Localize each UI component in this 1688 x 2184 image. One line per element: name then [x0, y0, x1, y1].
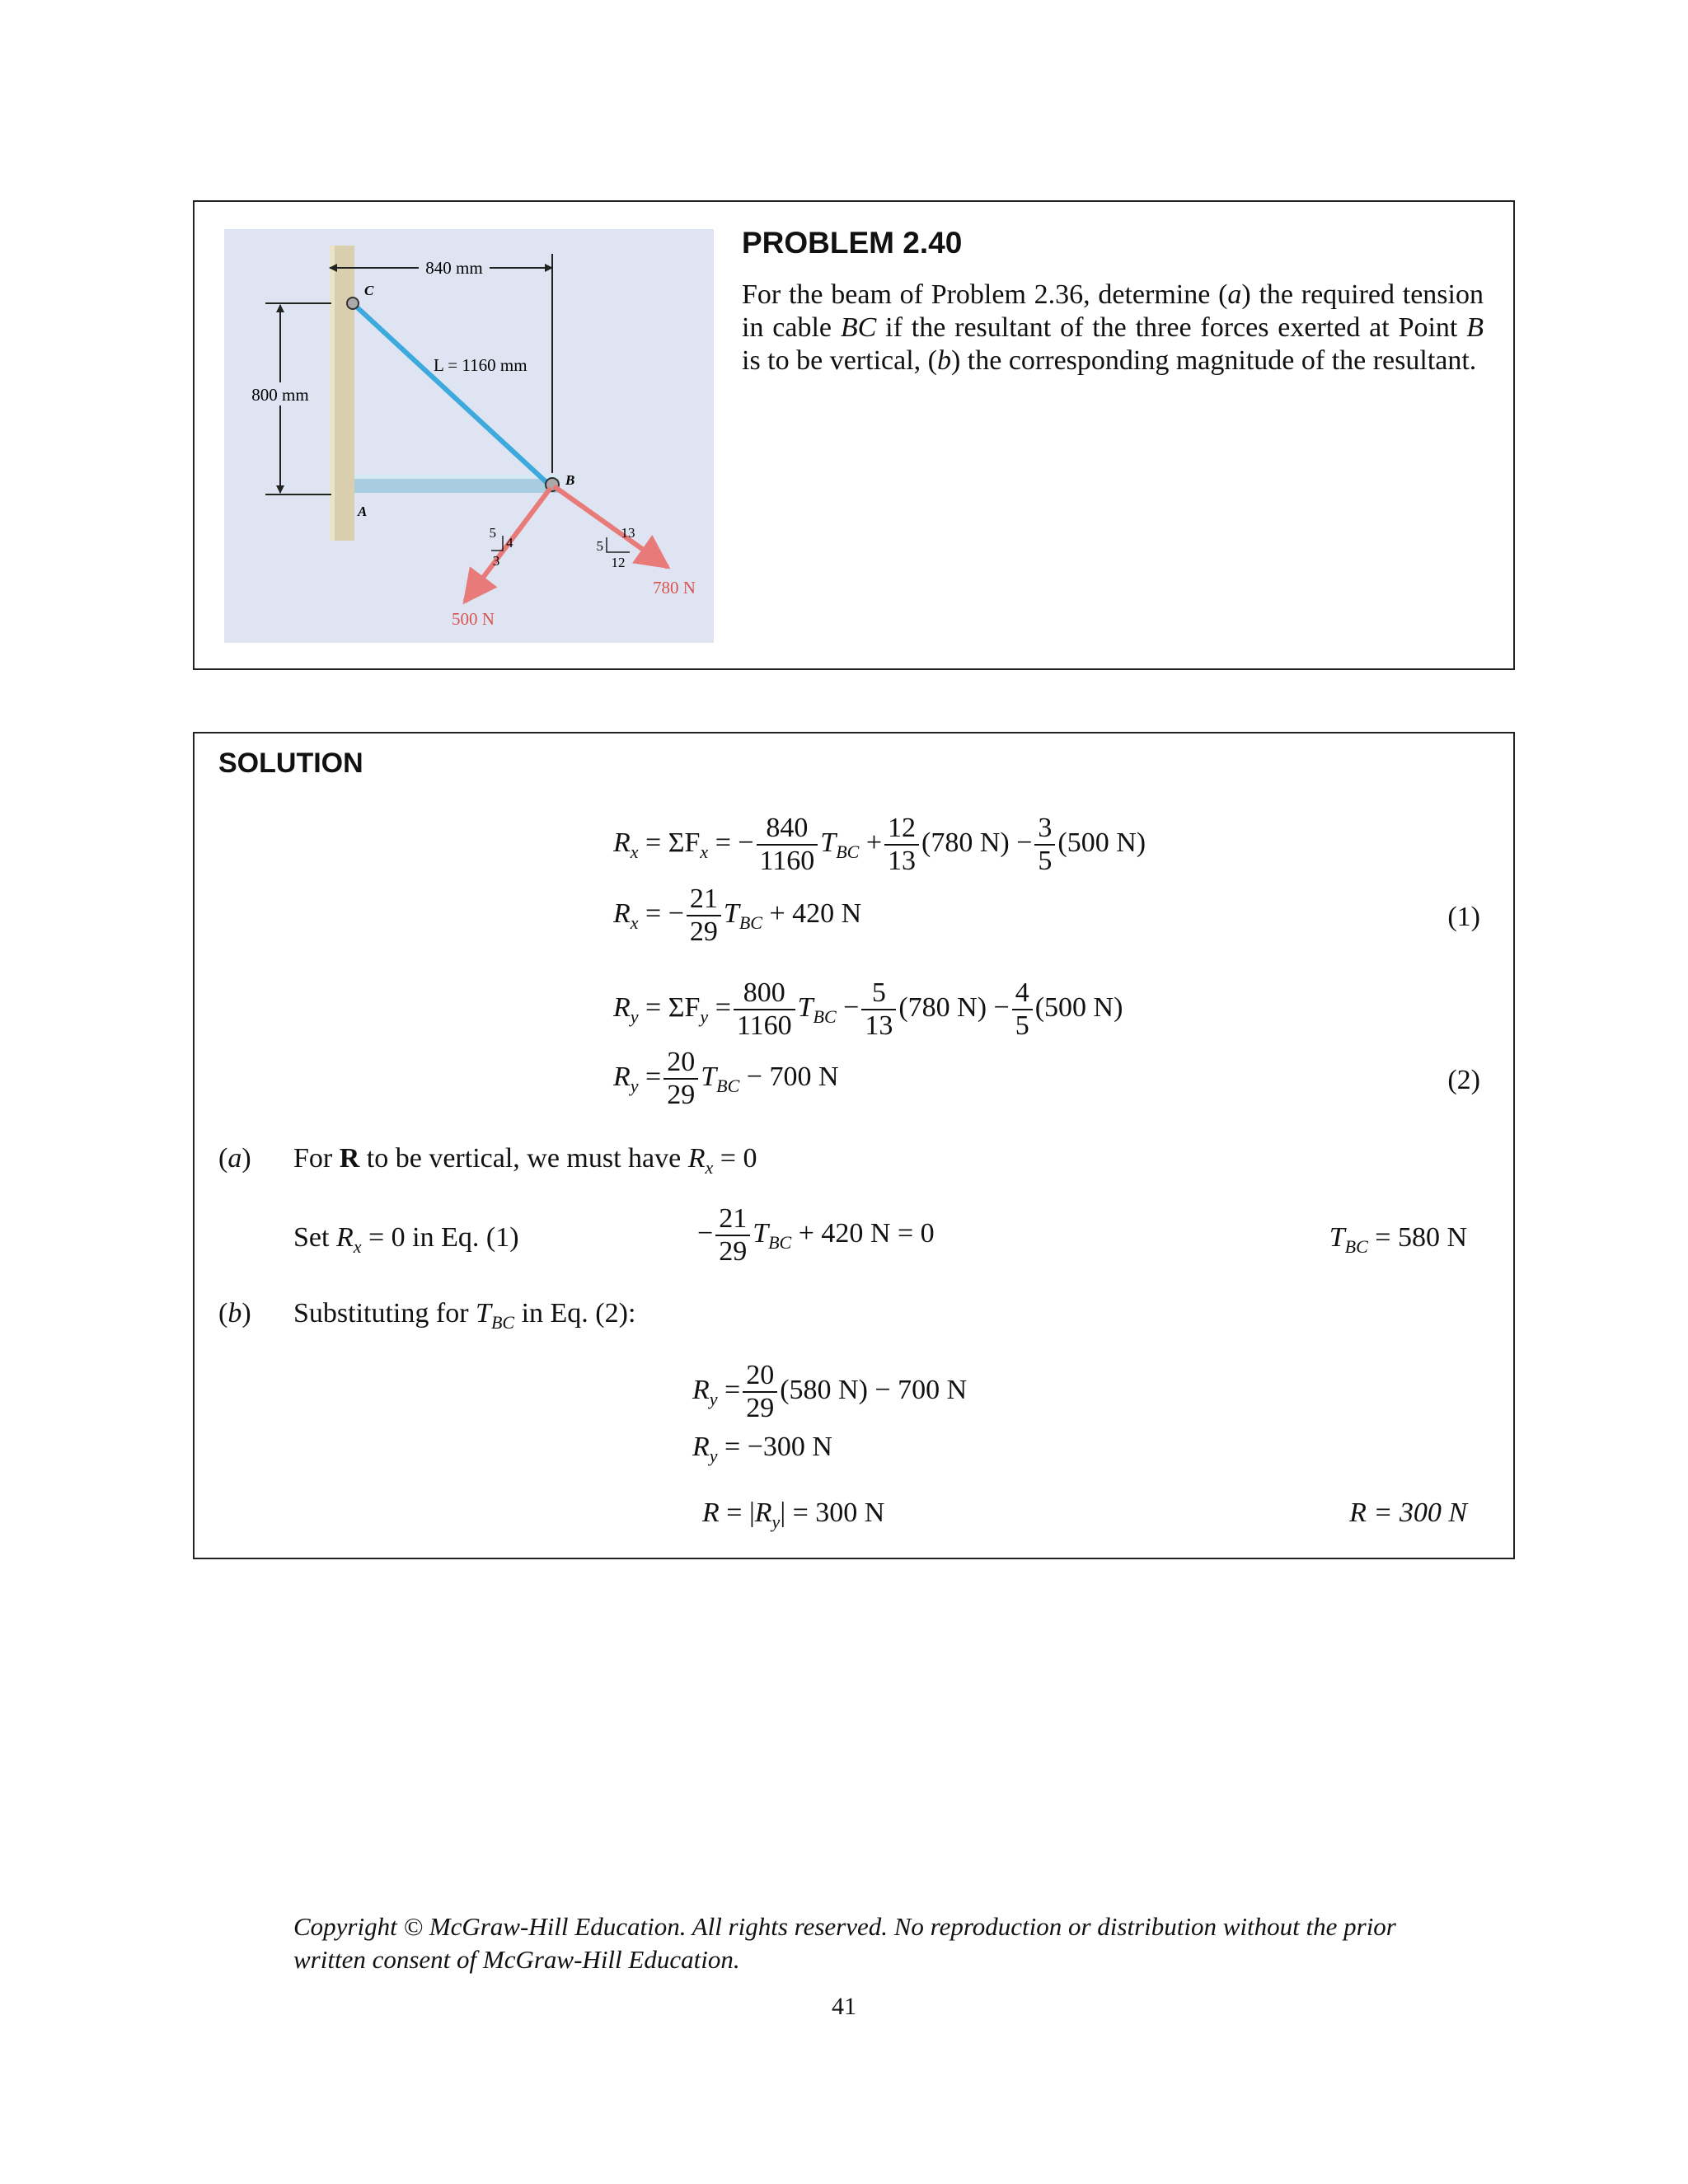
problem-title: PROBLEM 2.40: [742, 226, 963, 260]
beam-figure: [224, 229, 714, 643]
part-b-statement: Substituting for $T_{BC}$ in Eq. (2):: [293, 1298, 636, 1333]
copyright-notice: Copyright © McGraw-Hill Education. All rights reserved. No reproduction or distribution without the prior written consent of McGraw-Hill Education.: [293, 1912, 1396, 1974]
cable-length-label: L = 1160 mm: [434, 355, 528, 375]
eq-label-1: (1): [1447, 902, 1480, 932]
solution-title: SOLUTION: [218, 748, 363, 779]
svg-text:5: 5: [596, 538, 603, 554]
eq-label-2: (2): [1447, 1065, 1480, 1095]
part-b-label: (b): [218, 1298, 251, 1329]
eq-r-magnitude: $R = |R_y| = 300$ N: [702, 1497, 885, 1532]
dim-840-label: 840 mm: [425, 258, 483, 278]
force-780-label: 780 N: [653, 578, 696, 598]
svg-text:13: 13: [621, 525, 635, 541]
eq-ry-result: $R_y = -300$ N: [692, 1432, 832, 1466]
answer-tbc: $T_{BC} = 580$ N: [1329, 1222, 1467, 1257]
svg-text:4: 4: [506, 535, 513, 551]
page-number: 41: [832, 1993, 856, 2020]
svg-text:3: 3: [492, 553, 500, 569]
answer-r: R = 300 N: [1349, 1497, 1467, 1528]
problem-statement: For the beam of Problem 2.36, determine (a) the required tension in cable BC if the resultant of the three forces exerted at Point B is to be vertical, (b) the corresponding magnitude of the resultant.: [742, 279, 1484, 376]
label-c: C: [364, 283, 374, 298]
eq-rx-simplified: $R_x$ = − $\frac{21}{29}$ $T_{BC} + 420$ N: [613, 883, 862, 947]
eq-set-rx-zero: − $\frac{21}{29}$ $T_{BC} + 420$ N = 0: [697, 1203, 935, 1267]
eq-rx-sum: $R_x = \Sigma F_x$ = − $\frac{840}{1160}$ $T_{BC}$ + $\frac{12}{13}$ (780 N) − $\frac{3}{5}$ (500 N): [613, 813, 1146, 876]
set-rx-text: Set $R_x = 0$ in Eq. (1): [293, 1222, 519, 1257]
label-b: B: [565, 472, 575, 488]
force-500-label: 500 N: [452, 609, 495, 629]
figure-background: [224, 229, 714, 643]
eq-ry-sum: $R_y = \Sigma F_y$ = $\frac{800}{1160}$ $T_{BC}$ − $\frac{5}{13}$ (780 N) − $\frac{4}{5}$ (500 N): [613, 977, 1123, 1041]
eq-ry-simplified: $R_y$ = $\frac{20}{29}$ $T_{BC} - 700$ N: [613, 1047, 839, 1110]
pin-c: [347, 298, 359, 309]
label-a: A: [358, 504, 368, 519]
eq-ry-substituted: $R_y$ = $\frac{20}{29}$ (580 N) − 700 N: [692, 1360, 968, 1423]
dim-800-label: 800 mm: [251, 385, 309, 405]
part-a-statement: For R to be vertical, we must have $R_x = 0$: [293, 1143, 757, 1178]
part-a-label: (a): [218, 1143, 251, 1174]
svg-text:12: 12: [611, 555, 626, 570]
svg-text:5: 5: [489, 525, 496, 541]
